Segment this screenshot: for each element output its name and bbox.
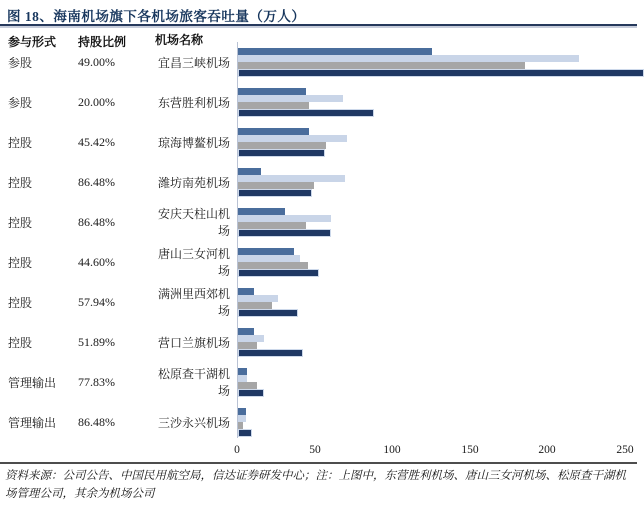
share-cell: 86.48% (78, 414, 115, 429)
table-row (0, 402, 237, 442)
bar-series-3 (238, 342, 257, 349)
bar-series-2 (238, 255, 300, 262)
share-cell: 51.89% (78, 334, 115, 349)
bar-series-1 (238, 408, 246, 415)
bar-chart-plot (234, 42, 637, 456)
bar-series-4 (238, 69, 644, 77)
participation-cell: 管理输出 (8, 415, 57, 430)
bar-series-2 (238, 215, 331, 222)
bar-series-2 (238, 415, 246, 422)
bar-series-1 (238, 128, 309, 135)
bar-series-2 (238, 295, 278, 302)
share-cell: 86.48% (78, 214, 115, 229)
participation-cell: 控股 (8, 335, 33, 350)
share-cell: 77.83% (78, 374, 115, 389)
bar-series-3 (238, 182, 314, 189)
x-tick-label: 50 (309, 444, 321, 456)
x-tick-label: 100 (383, 444, 401, 456)
bar-series-1 (238, 208, 285, 215)
airport-name-cell: 潍坊南苑机场 (157, 175, 230, 190)
col-header-participation: 参与形式 (8, 35, 57, 49)
bar-series-4 (238, 309, 298, 317)
bar-series-1 (238, 368, 247, 375)
source-note: 资料来源：公司公告、中国民用航空局，信达证券研发中心；注：上图中，东营胜利机场、唐山三女河机场、松原查干湖机场管理公司，其余为机场公司 (5, 470, 626, 500)
bar-series-2 (238, 335, 264, 342)
x-tick-label: 0 (234, 444, 240, 456)
bar-series-1 (238, 288, 254, 295)
bar-series-4 (238, 189, 312, 197)
table-row (0, 322, 237, 362)
bar-series-3 (238, 222, 306, 229)
table-row (0, 362, 237, 402)
bar-series-4 (238, 389, 264, 397)
bar-series-1 (238, 48, 432, 55)
bar-series-3 (238, 422, 243, 429)
figure-title: 图 18、海南机场旗下各机场旅客吞吐量（万人） (7, 9, 306, 24)
bar-series-1 (238, 88, 306, 95)
table-row (0, 242, 237, 282)
bar-series-3 (238, 302, 272, 309)
table-row (0, 162, 237, 202)
table-row (0, 82, 237, 122)
share-cell: 49.00% (78, 54, 115, 69)
bar-series-4 (238, 149, 325, 157)
bar-series-2 (238, 135, 347, 142)
bar-series-4 (238, 229, 331, 237)
bar-series-3 (238, 142, 326, 149)
share-cell: 86.48% (78, 174, 115, 189)
share-cell: 44.60% (78, 254, 115, 269)
bar-series-4 (238, 349, 303, 357)
airport-name-cell: 琼海博鳌机场 (157, 135, 230, 150)
bar-series-3 (238, 382, 257, 389)
bar-series-1 (238, 168, 261, 175)
share-cell: 57.94% (78, 294, 115, 309)
participation-cell: 控股 (8, 215, 33, 230)
bar-series-3 (238, 262, 308, 269)
bar-series-4 (238, 269, 319, 277)
share-cell: 45.42% (78, 134, 115, 149)
bar-group (238, 402, 637, 448)
title-underline (0, 24, 637, 26)
table-row (0, 202, 237, 242)
participation-cell: 控股 (8, 255, 33, 270)
bar-series-3 (238, 62, 525, 69)
table-row (0, 282, 237, 322)
participation-cell: 参股 (8, 55, 33, 70)
table-row (0, 122, 237, 162)
airport-name-cell: 松原查干湖机场 (157, 367, 230, 398)
bar-series-4 (238, 429, 252, 437)
bar-series-4 (238, 109, 374, 117)
figure-bottom-rule (0, 462, 637, 464)
x-tick-label: 150 (461, 444, 479, 456)
bar-series-1 (238, 328, 254, 335)
col-header-share: 持股比例 (78, 35, 127, 49)
airport-name-cell: 满洲里西郊机场 (157, 287, 230, 318)
participation-cell: 管理输出 (8, 375, 57, 390)
airport-name-cell: 宜昌三峡机场 (157, 55, 230, 70)
share-cell: 20.00% (78, 94, 115, 109)
x-tick-label: 250 (616, 444, 634, 456)
bar-series-2 (238, 375, 247, 382)
airport-name-cell: 安庆天柱山机场 (157, 207, 230, 238)
x-tick-label: 200 (538, 444, 556, 456)
participation-cell: 控股 (8, 135, 33, 150)
participation-cell: 控股 (8, 295, 33, 310)
airport-name-cell: 营口兰旗机场 (157, 335, 230, 350)
bar-series-2 (238, 175, 345, 182)
shareholding-table (0, 42, 237, 442)
bar-series-2 (238, 95, 343, 102)
bar-series-2 (238, 55, 579, 62)
participation-cell: 参股 (8, 95, 33, 110)
airport-name-cell: 东营胜利机场 (157, 95, 230, 110)
participation-cell: 控股 (8, 175, 33, 190)
airport-name-cell: 三沙永兴机场 (157, 415, 230, 430)
bar-series-3 (238, 102, 309, 109)
col-header-airport: 机场名称 (155, 33, 204, 47)
bar-series-1 (238, 248, 294, 255)
table-row (0, 42, 237, 82)
airport-name-cell: 唐山三女河机场 (157, 247, 230, 278)
